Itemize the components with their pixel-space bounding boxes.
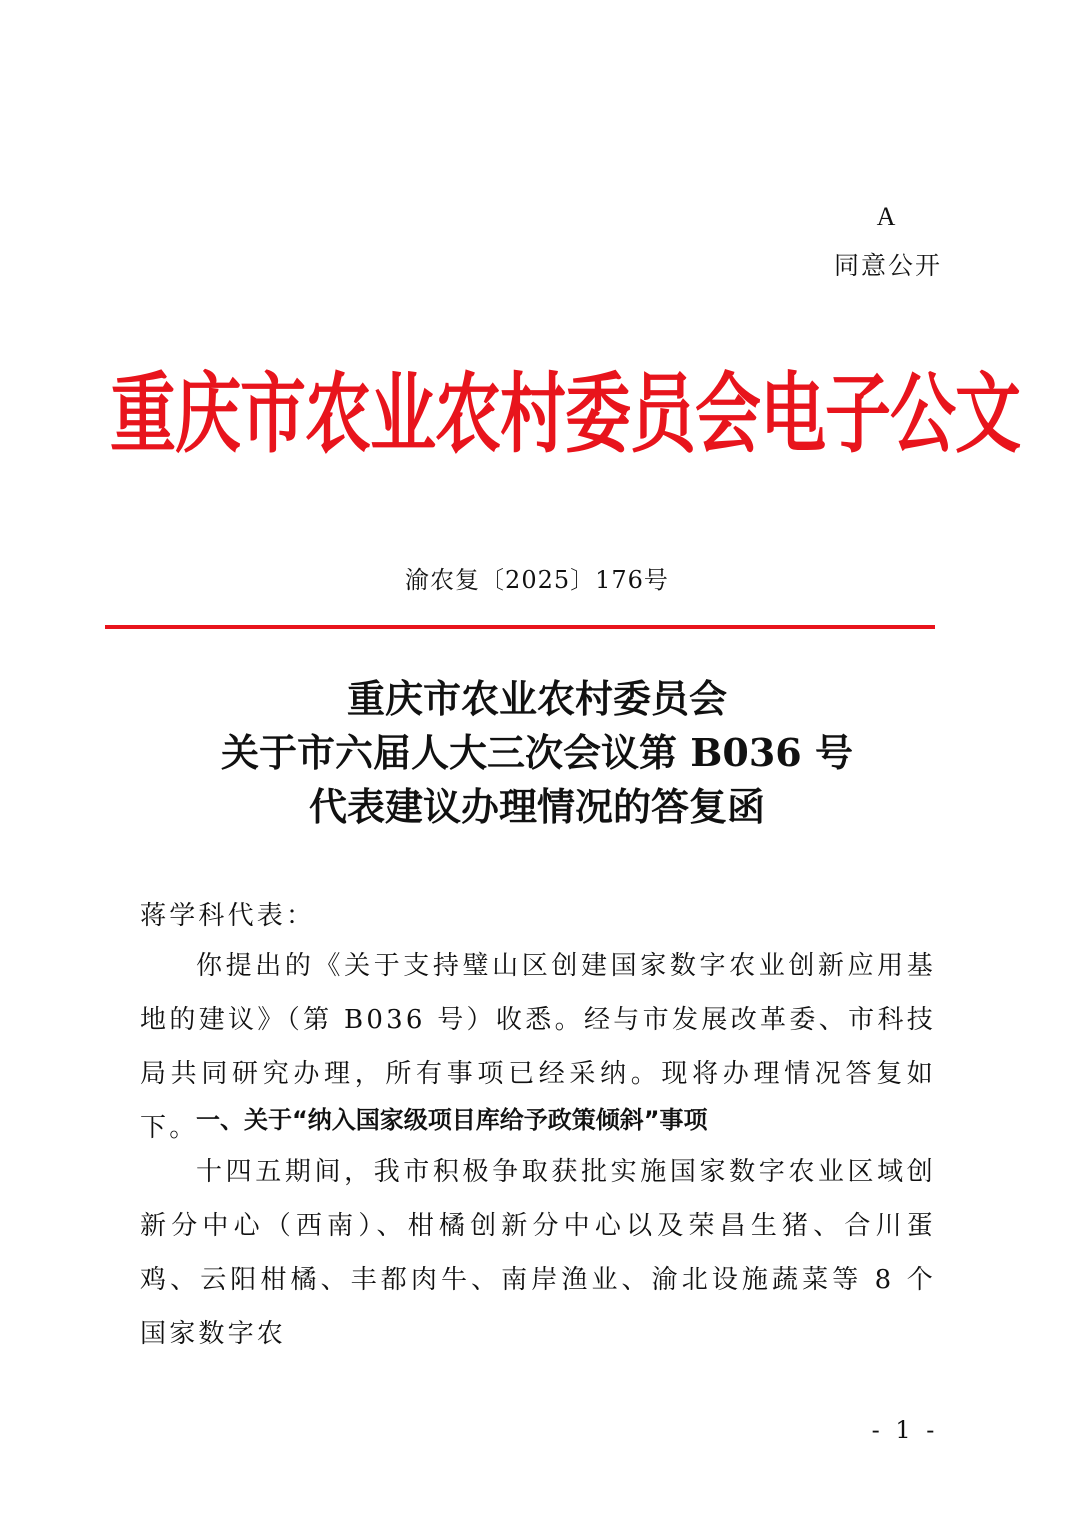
title-line-3: 代表建议办理情况的答复函: [308, 784, 765, 829]
disclosure-label: 同意公开: [833, 251, 942, 280]
section-heading-1: 一、关于“纳入国家级项目库给予政策倾斜”事项: [196, 1106, 708, 1134]
classification-mark: A: [876, 202, 896, 231]
document-number: 渝农复〔2025〕176号: [405, 566, 669, 594]
salutation: 蒋学科代表：: [140, 901, 316, 931]
body-paragraph-1: 你提出的《关于支持璧山区创建国家数字农业创新应用基地的建议》（第 B036 号）收悉。经与市发展改革委、市科技局共同研究办理，所有事项已经采纳。现将办理情况答复如下。: [140, 951, 936, 1143]
document-title: [0, 672, 1074, 834]
body-paragraph-2: 十四五期间，我市积极争取获批实施国家数字农业区域创新分中心（西南）、柑橘创新分中心以及荣昌生猪、合川蛋鸡、云阳柑橘、丰都肉牛、南岸渔业、渝北设施蔬菜等 8 个国家数字农: [140, 1157, 936, 1349]
page-number: - 1 -: [871, 1416, 939, 1444]
title-line-1: 重庆市农业农村委员会: [346, 676, 727, 721]
document-masthead: 重庆市农业农村委员会电子公文: [110, 363, 1020, 466]
red-divider-line: [105, 625, 935, 629]
title-line-2: 关于市六届人大三次会议第 B036 号: [221, 730, 853, 775]
